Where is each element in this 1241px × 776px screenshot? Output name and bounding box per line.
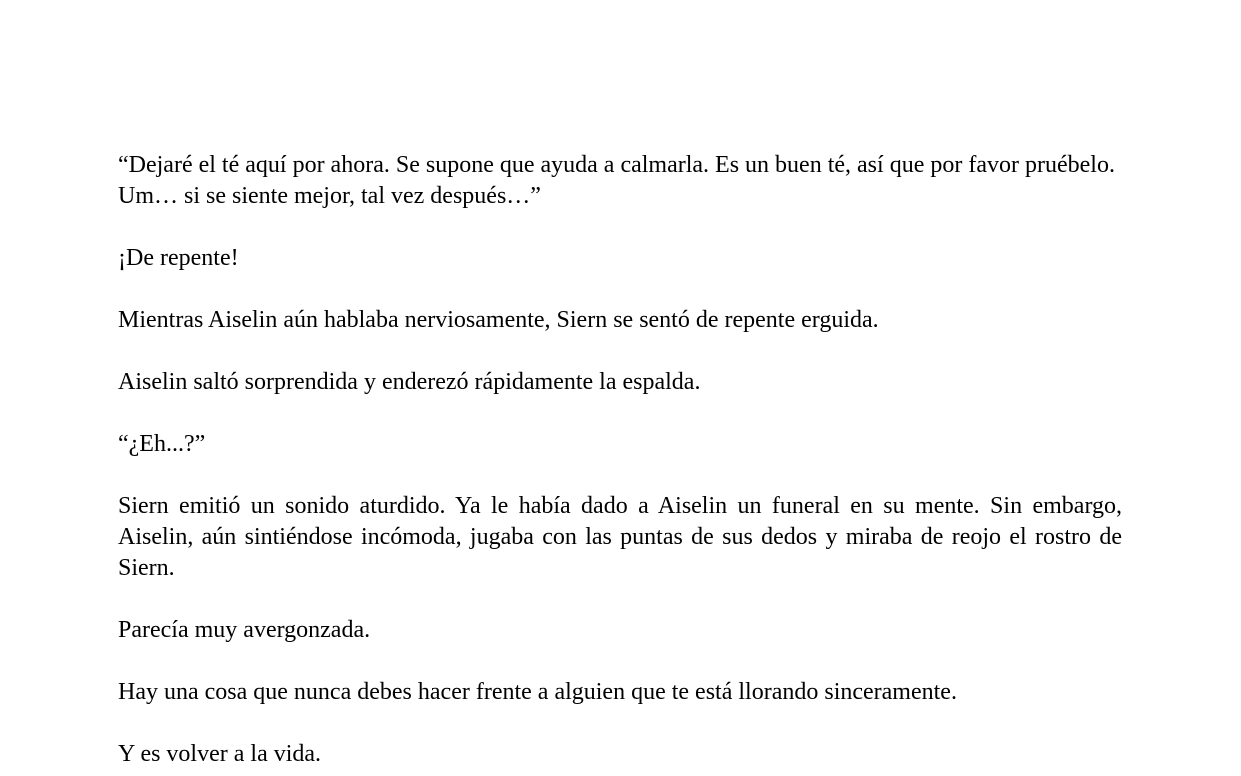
- paragraph-6: Siern emitió un sonido aturdido. Ya le había dado a Aiselin un funeral en su mente. Sin embargo, Aiselin, aún sintiéndose incómoda, jugaba con las puntas de sus dedos y miraba de reojo el rostro de Siern.: [118, 493, 1122, 581]
- paragraph-2: ¡De repente!: [118, 245, 239, 271]
- paragraph-8: Hay una cosa que nunca debes hacer frente a alguien que te está llorando sinceramente.: [118, 679, 957, 705]
- paragraph-7: Parecía muy avergonzada.: [118, 617, 371, 643]
- paragraph-9: Y es volver a la vida.: [118, 741, 322, 767]
- paragraph-4: Aiselin saltó sorprendida y enderezó rápidamente la espalda.: [118, 369, 701, 395]
- paragraph-5: “¿Eh...?”: [118, 431, 206, 457]
- document-body: [118, 150, 1122, 776]
- paragraph-1: “Dejaré el té aquí por ahora. Se supone que ayuda a calmarla. Es un buen té, así que por favor pruébelo. Um… si se siente mejor, tal vez después…”: [118, 152, 1115, 209]
- paragraph-3: Mientras Aiselin aún hablaba nerviosamente, Siern se sentó de repente erguida.: [118, 307, 879, 333]
